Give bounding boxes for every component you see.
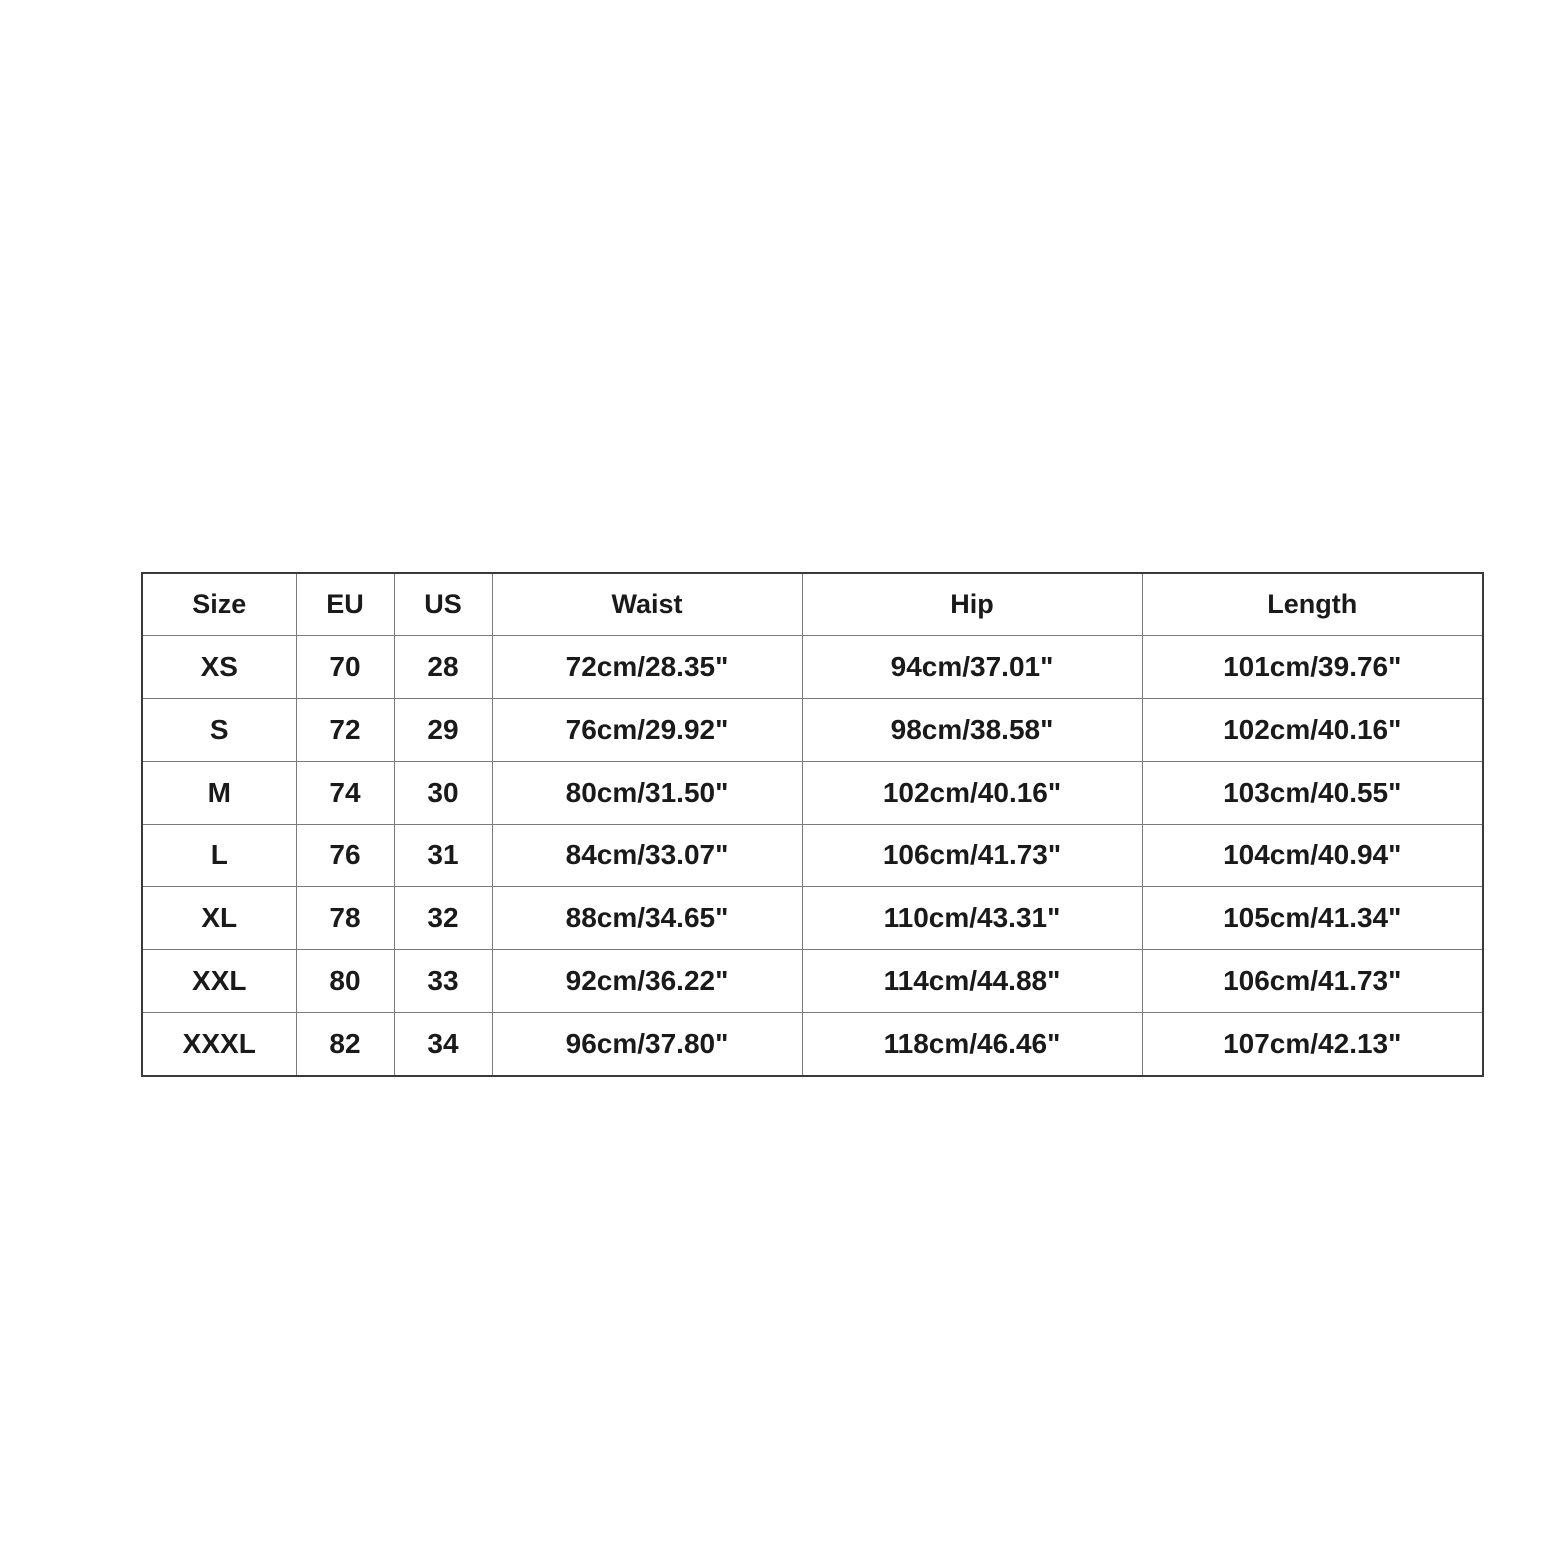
cell-hip: 106cm/41.73" bbox=[802, 824, 1142, 887]
cell-us: 31 bbox=[394, 824, 492, 887]
cell-length: 103cm/40.55" bbox=[1142, 761, 1483, 824]
cell-hip: 98cm/38.58" bbox=[802, 698, 1142, 761]
table-row bbox=[142, 824, 1483, 887]
size-chart-table bbox=[141, 572, 1484, 1077]
cell-us: 30 bbox=[394, 761, 492, 824]
cell-us: 33 bbox=[394, 950, 492, 1013]
cell-eu: 72 bbox=[296, 698, 394, 761]
table-row bbox=[142, 887, 1483, 950]
cell-eu: 80 bbox=[296, 950, 394, 1013]
cell-waist: 96cm/37.80" bbox=[492, 1013, 802, 1076]
cell-size: XXXL bbox=[142, 1013, 296, 1076]
cell-hip: 118cm/46.46" bbox=[802, 1013, 1142, 1076]
header-waist: Waist bbox=[492, 573, 802, 636]
cell-length: 105cm/41.34" bbox=[1142, 887, 1483, 950]
cell-waist: 80cm/31.50" bbox=[492, 761, 802, 824]
cell-waist: 76cm/29.92" bbox=[492, 698, 802, 761]
cell-size: M bbox=[142, 761, 296, 824]
cell-waist: 92cm/36.22" bbox=[492, 950, 802, 1013]
cell-us: 28 bbox=[394, 636, 492, 699]
cell-length: 107cm/42.13" bbox=[1142, 1013, 1483, 1076]
cell-length: 106cm/41.73" bbox=[1142, 950, 1483, 1013]
table-row bbox=[142, 761, 1483, 824]
header-hip: Hip bbox=[802, 573, 1142, 636]
table-row bbox=[142, 950, 1483, 1013]
table-row bbox=[142, 1013, 1483, 1076]
cell-hip: 114cm/44.88" bbox=[802, 950, 1142, 1013]
cell-hip: 102cm/40.16" bbox=[802, 761, 1142, 824]
cell-hip: 94cm/37.01" bbox=[802, 636, 1142, 699]
cell-waist: 84cm/33.07" bbox=[492, 824, 802, 887]
cell-waist: 88cm/34.65" bbox=[492, 887, 802, 950]
header-us: US bbox=[394, 573, 492, 636]
cell-size: L bbox=[142, 824, 296, 887]
cell-eu: 78 bbox=[296, 887, 394, 950]
header-length: Length bbox=[1142, 573, 1483, 636]
cell-waist: 72cm/28.35" bbox=[492, 636, 802, 699]
cell-size: XS bbox=[142, 636, 296, 699]
cell-hip: 110cm/43.31" bbox=[802, 887, 1142, 950]
cell-length: 102cm/40.16" bbox=[1142, 698, 1483, 761]
cell-us: 29 bbox=[394, 698, 492, 761]
table-header-row bbox=[142, 573, 1483, 636]
table-row bbox=[142, 698, 1483, 761]
cell-eu: 76 bbox=[296, 824, 394, 887]
cell-eu: 82 bbox=[296, 1013, 394, 1076]
cell-size: XL bbox=[142, 887, 296, 950]
cell-eu: 70 bbox=[296, 636, 394, 699]
cell-eu: 74 bbox=[296, 761, 394, 824]
cell-us: 32 bbox=[394, 887, 492, 950]
cell-size: XXL bbox=[142, 950, 296, 1013]
cell-size: S bbox=[142, 698, 296, 761]
cell-length: 104cm/40.94" bbox=[1142, 824, 1483, 887]
header-size: Size bbox=[142, 573, 296, 636]
header-eu: EU bbox=[296, 573, 394, 636]
cell-us: 34 bbox=[394, 1013, 492, 1076]
table-row bbox=[142, 636, 1483, 699]
cell-length: 101cm/39.76" bbox=[1142, 636, 1483, 699]
